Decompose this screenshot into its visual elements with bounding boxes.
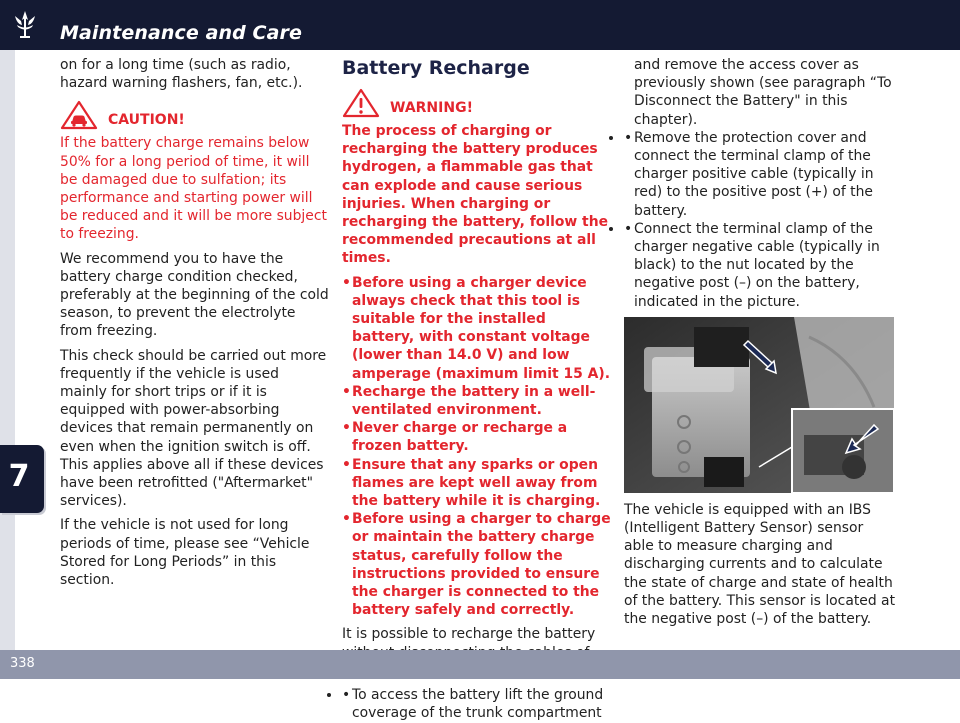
warning-item: • Before using a charger to charge or maintain the battery charge status, carefully follow the instructions provided to ensure the charger is connected to the battery safely and correctly. bbox=[342, 510, 612, 619]
bullet-list bbox=[624, 129, 896, 311]
warning-item: • Recharge the battery in a well-ventilated environment. bbox=[342, 383, 612, 419]
bullet-item: • • Remove the protection cover and connect the terminal clamp of the charger positive cable (typically in red) to the positive post (+) of the battery. bbox=[624, 129, 896, 220]
intro-text: on for a long time (such as radio, hazard warning flashers, fan, etc.). bbox=[60, 57, 303, 92]
bullet-item: • • Connect the terminal clamp of the charger negative cable (typically in black) to the nut located by the negative post (–) on the battery, indicated in the picture. bbox=[624, 220, 896, 311]
warning-item: • Before using a charger device always check that this tool is suitable for the installed battery, with constant voltage (lower than 14.0 V) and low amperage (maximum limit 15 A). bbox=[342, 274, 612, 383]
bullet-item: • • To access the battery lift the ground coverage of the trunk compartment bbox=[342, 686, 612, 722]
side-rail bbox=[0, 50, 15, 650]
bullet-continuation: and remove the access cover as previously shown (see paragraph “To Disconnect the Battery" in this chapter). bbox=[634, 57, 892, 128]
battery-photo bbox=[624, 317, 894, 493]
caution-text: If the battery charge remains below 50% for a long period of time, it will be damaged due to sulfation; its performance and starting power will be reduced and it will be more subject to freezing. bbox=[60, 135, 327, 243]
paragraph: If the vehicle is not used for long periods of time, please see “Vehicle Stored for Long Periods” in this section. bbox=[60, 517, 310, 589]
bullet-list bbox=[342, 686, 612, 722]
chapter-tab[interactable] bbox=[0, 445, 44, 513]
paragraph: We recommend you to have the battery charge condition checked, preferably at the beginning of the cold season, to prevent the electrolyte from freezing. bbox=[60, 250, 329, 340]
warning-list bbox=[342, 274, 612, 620]
warning-item: • Ensure that any sparks or open flames are kept well away from the battery while it is charging. bbox=[342, 456, 612, 511]
page-number: 338 bbox=[10, 656, 35, 671]
warning-header bbox=[342, 88, 612, 118]
caution-header bbox=[60, 100, 330, 130]
column-1 bbox=[60, 56, 330, 595]
column-3 bbox=[624, 56, 896, 634]
warning-text: The process of charging or recharging the battery produces hydrogen, a flammable gas that can explode and cause serious injuries. When charging or recharging the battery, follow the recommended precautions at all times. bbox=[342, 123, 609, 267]
warning-item: • Never charge or recharge a frozen battery. bbox=[342, 419, 612, 455]
warning-triangle-icon bbox=[342, 88, 380, 118]
section-title: Battery Recharge bbox=[342, 57, 530, 79]
paragraph: This check should be carried out more frequently if the vehicle is used mainly for short trips or if it is equipped with power-absorbing devices that remain permanently on even when the ignition switch is off. This applies above all if these devices have been retrofitted ("Aftermarket" services). bbox=[60, 347, 327, 510]
page-footer bbox=[0, 650, 960, 679]
caution-car-icon bbox=[60, 100, 98, 130]
chapter-number: 7 bbox=[8, 459, 30, 494]
caution-label: CAUTION! bbox=[108, 112, 185, 129]
page-header bbox=[0, 0, 960, 50]
page-title: Maintenance and Care bbox=[60, 22, 302, 44]
paragraph: The vehicle is equipped with an IBS (Intelligent Battery Sensor) sensor able to measure charging and discharging currents and to calculate the state of charge and state of health of the battery. This sensor is located at the negative post (–) of the battery. bbox=[624, 501, 896, 628]
column-2 bbox=[342, 56, 612, 723]
warning-label: WARNING! bbox=[390, 99, 473, 116]
trident-logo bbox=[8, 8, 42, 42]
paragraph: It is possible to recharge the battery bbox=[342, 626, 596, 643]
